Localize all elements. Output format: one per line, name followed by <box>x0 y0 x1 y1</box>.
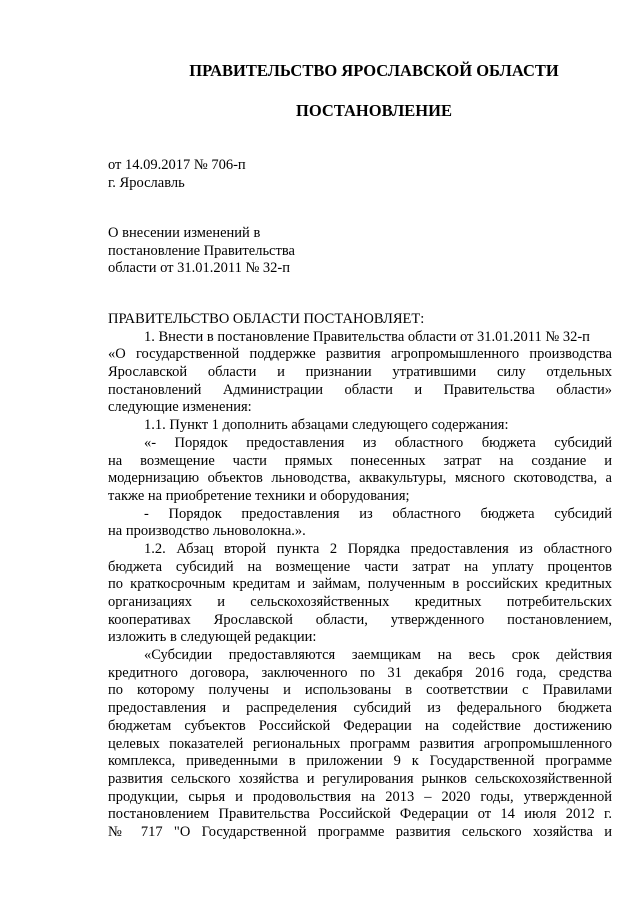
city: г. Ярославль <box>108 174 185 191</box>
body-line: кооперативах Ярославской области, утвержденного постановлением, <box>108 611 612 628</box>
body-line: кредитного договора, заключенного по 31 декабря 2016 года, средства <box>108 664 612 681</box>
body-line: - Порядок предоставления из областного бюджета субсидий <box>144 505 612 522</box>
body-line: также на приобретение техники и оборудования; <box>108 487 410 504</box>
body-line: модернизацию объектов льноводства, аквакультуры, мясного скотоводства, а <box>108 470 612 487</box>
body-line: «- Порядок предоставления из областного бюджета субсидий <box>144 434 612 451</box>
body-line: «Субсидии предоставляются заемщикам на весь срок действия <box>144 647 612 664</box>
body-line: организациях и сельскохозяйственных кредитных потребительских <box>108 594 612 610</box>
body-line: по которому получены и использованы в соответствии с Правилами <box>108 682 612 699</box>
document-body <box>108 311 612 842</box>
body-line: продукции, сырья и продовольствия на 2013 – 2020 годы, утвержденной <box>108 788 612 805</box>
document-metadata <box>108 156 246 191</box>
body-line: на возмещение части прямых понесенных затрат на создание и <box>108 452 612 469</box>
body-line: Ярославской области и признании утратившими силу отдельных <box>108 364 612 381</box>
subject-line: области от 31.01.2011 № 32-п <box>108 260 291 277</box>
document-type-title: ПОСТАНОВЛЕНИЕ <box>296 101 452 120</box>
body-line: изложить в следующей редакции: <box>108 629 317 646</box>
government-title: ПРАВИТЕЛЬСТВО ЯРОСЛАВСКОЙ ОБЛАСТИ <box>189 61 559 80</box>
body-line: по краткосрочным кредитам и займам, полученным в российских кредитных <box>108 576 612 593</box>
body-line: комплекса, приведенными в приложении 9 к Государственной программе <box>108 753 612 770</box>
body-line: 1.1. Пункт 1 дополнить абзацами следующего содержания: <box>144 417 509 434</box>
subject-line: О внесении изменений в <box>108 225 261 241</box>
subject-line: постановление Правительства <box>108 242 295 259</box>
body-line: постановлений Администрации области и Правительства области» <box>108 381 612 398</box>
document-subject <box>108 224 295 277</box>
body-line: постановлением Правительства Российской Федерации от 14 июля 2012 г. <box>108 806 612 823</box>
body-line: предоставления и распределения субсидий из федерального бюджета <box>108 700 612 717</box>
body-line: бюджета субсидий на возмещение части затрат на уплату процентов <box>108 558 612 575</box>
resolution-heading: ПРАВИТЕЛЬСТВО ОБЛАСТИ ПОСТАНОВЛЯЕТ: <box>108 311 425 327</box>
body-line: 1. Внести в постановление Правительства области от 31.01.2011 № 32-п <box>144 328 590 345</box>
body-line: следующие изменения: <box>108 399 252 416</box>
body-line: 1.2. Абзац второй пункта 2 Порядка предоставления из областного <box>144 540 612 557</box>
body-line: «О государственной поддержке развития агропромышленного производства <box>108 346 612 363</box>
body-line: № 717 "О Государственной программе развития сельского хозяйства и <box>108 823 612 840</box>
body-line: бюджетам субъектов Российской Федерации на содействие достижению <box>108 717 612 734</box>
body-line: целевых показателей региональных программ развития агропромышленного <box>108 735 612 752</box>
body-line: на производство льноволокна.». <box>108 523 306 540</box>
body-line: развития сельского хозяйства и регулирования рынков сельскохозяйственной <box>108 770 612 787</box>
date-number: от 14.09.2017 № 706-п <box>108 157 246 173</box>
